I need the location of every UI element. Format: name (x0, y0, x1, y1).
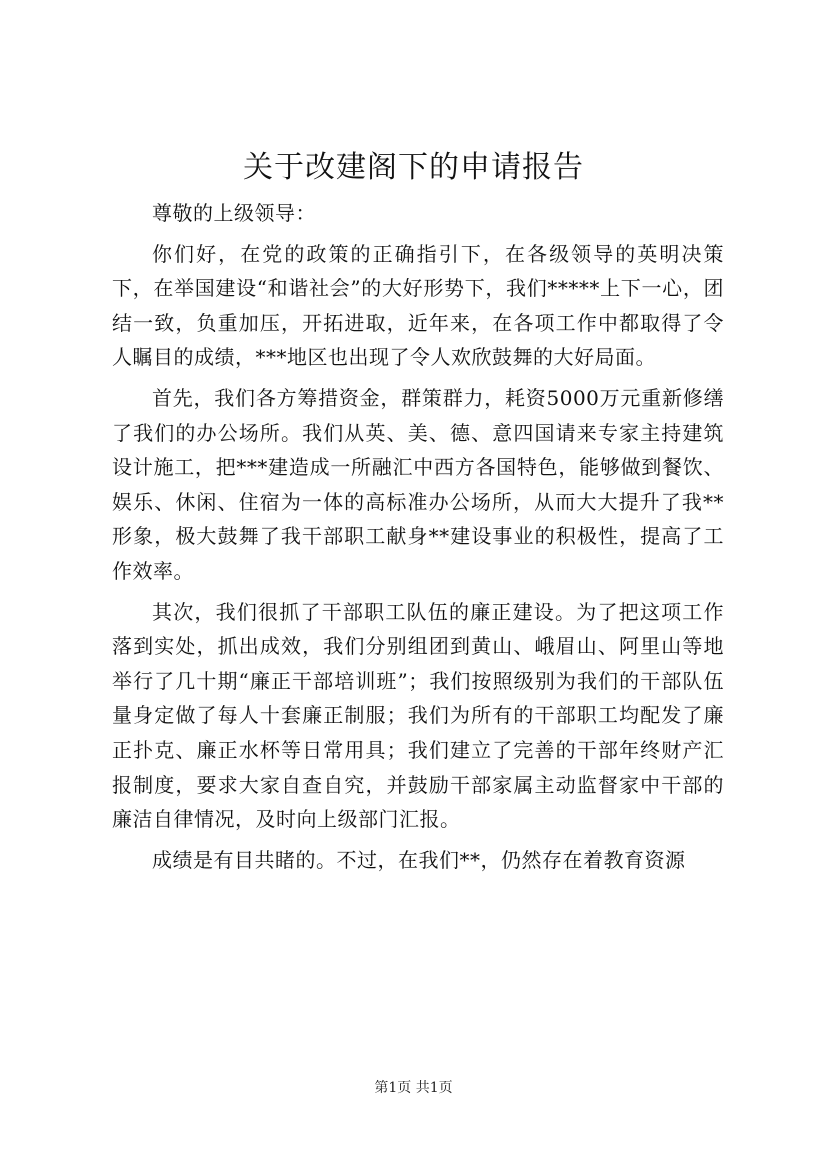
paragraph-office-renovation: 首先，我们各方筹措资金，群策群力，耗资5000万元重新修缮了我们的办公场所。我们从英、美、德、意四国请来专家主持建筑设计施工，把***建造成一所融汇中西方各国特色，能够做到餐饮、娱乐、休闲、住宿为一体的高标准办公场所，从而大大提升了我**形象，极大鼓舞了我干部职工献身**建设事业的积极性，提高了工作效率。 (112, 385, 724, 583)
document-title: 关于改建阁下的申请报告 (243, 150, 584, 185)
page-number-footer: 第1页 共1页 (374, 1080, 453, 1096)
paragraph-greeting: 你们好，在党的政策的正确指引下，在各级领导的英明决策下，在举国建设“和谐社会”的大好形势下，我们*****上下一心，团结一致，负重加压，开拓进取，近年来，在各项工作中都取得了令人瞩目的成绩，***地区也出现了令人欢欣鼓舞的大好局面。 (112, 241, 724, 370)
paragraph-achievements: 成绩是有目共睹的。不过，在我们**，仍然存在着教育资源 (152, 847, 686, 872)
document-body (112, 196, 724, 877)
salutation: 尊敬的上级领导： (152, 201, 316, 225)
paragraph-integrity-building: 其次，我们很抓了干部职工队伍的廉正建设。为了把这项工作落到实处，抓出成效，我们分别组团到黄山、峨眉山、阿里山等地举行了几十期“廉正干部培训班”；我们按照级别为我们的干部队伍量身定做了每人十套廉正制服；我们为所有的干部职工均配发了廉正扑克、廉正水杯等日常用具；我们建立了完善的干部年终财产汇报制度，要求大家自查自究，并鼓励干部家属主动监督家中干部的廉洁自律情况，及时向上级部门汇报。 (112, 599, 724, 832)
